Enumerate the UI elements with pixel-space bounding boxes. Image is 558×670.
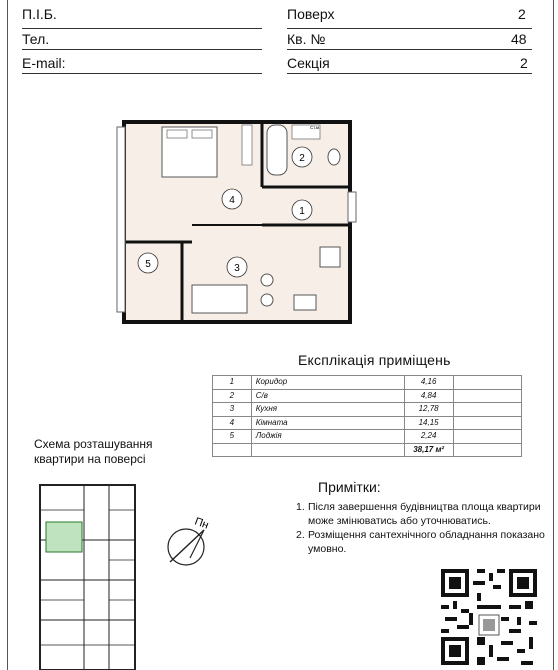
room-name: С/в xyxy=(251,389,404,403)
room-number-4: 4 xyxy=(229,195,235,206)
sofa xyxy=(192,285,247,313)
row-number: 5 xyxy=(213,430,252,444)
room-name: Кухня xyxy=(251,403,404,417)
chair xyxy=(261,294,273,306)
notes-title: Примітки: xyxy=(318,479,381,495)
north-compass xyxy=(162,502,222,577)
table-row xyxy=(213,376,522,390)
section-line xyxy=(287,73,532,74)
blank-cell xyxy=(453,403,521,417)
apartment-value: 48 xyxy=(511,31,527,47)
room-area: 12,78 xyxy=(404,403,453,417)
pillow xyxy=(192,130,212,138)
pillow xyxy=(167,130,187,138)
floor-scheme xyxy=(34,480,154,670)
sink xyxy=(320,247,340,267)
room-name: Лоджія xyxy=(251,430,404,444)
scheme-outline xyxy=(40,485,135,670)
window-left xyxy=(117,127,125,312)
blank-cell xyxy=(213,443,252,457)
room-number-1: 1 xyxy=(299,206,305,217)
room-number-2: 2 xyxy=(299,153,305,164)
total-area: 38,17 м² xyxy=(404,443,453,457)
blank-cell xyxy=(453,416,521,430)
note-number: 2. xyxy=(296,529,305,541)
highlighted-apartment xyxy=(46,522,82,552)
apartment-floor-plan xyxy=(112,107,367,332)
name-line xyxy=(22,28,262,29)
name-label: П.І.Б. xyxy=(22,6,57,22)
room-name: Коридор xyxy=(251,376,404,390)
blank-cell xyxy=(453,376,521,390)
table-row xyxy=(213,389,522,403)
room-number-3: 3 xyxy=(234,263,240,274)
room-number-5: 5 xyxy=(145,259,151,270)
table-row xyxy=(213,430,522,444)
blank-cell xyxy=(453,430,521,444)
row-number: 1 xyxy=(213,376,252,390)
room-area: 14,15 xyxy=(404,416,453,430)
entrance-door xyxy=(348,192,356,222)
email-line xyxy=(22,73,262,74)
floor-line xyxy=(287,28,532,29)
compass-arrow xyxy=(190,530,204,558)
qr-code xyxy=(437,565,541,669)
page-border-right xyxy=(553,0,554,670)
page-border-left xyxy=(7,0,8,670)
notes-list xyxy=(296,500,551,556)
row-number: 3 xyxy=(213,403,252,417)
apartment-label: Кв. № xyxy=(287,31,326,47)
phone-label: Тел. xyxy=(22,31,50,47)
table-row xyxy=(213,416,522,430)
note-number: 1. xyxy=(296,501,305,513)
note-text: Розміщення сантехнічного обладнання показано умовно. xyxy=(308,529,545,555)
phone-line xyxy=(22,49,262,50)
blank-cell xyxy=(251,443,404,457)
room-area: 4,84 xyxy=(404,389,453,403)
note-text: Після завершення будівництва площа квартири може змінюватись або уточнюватись. xyxy=(308,501,541,527)
room-area: 4,16 xyxy=(404,376,453,390)
section-label: Секція xyxy=(287,55,330,71)
note-item xyxy=(296,528,551,556)
email-label: E-mail: xyxy=(22,55,66,71)
note-item xyxy=(296,500,551,528)
table-row xyxy=(213,403,522,417)
blank-cell xyxy=(453,389,521,403)
wardrobe xyxy=(242,125,252,165)
explication-table xyxy=(212,375,522,457)
table-row-total xyxy=(213,443,522,457)
floor-label: Поверх xyxy=(287,6,335,22)
toilet xyxy=(328,149,340,165)
row-number: 2 xyxy=(213,389,252,403)
blank-cell xyxy=(453,443,521,457)
floor-value: 2 xyxy=(518,6,526,22)
scheme-title: Схема розташування квартири на поверсі xyxy=(34,437,153,466)
cooktop xyxy=(294,295,316,310)
wc-label: Ст.м. xyxy=(310,125,321,130)
apartment-line xyxy=(287,49,532,50)
row-number: 4 xyxy=(213,416,252,430)
room-name: Кімната xyxy=(251,416,404,430)
bathtub xyxy=(267,125,287,175)
compass-arrow xyxy=(170,530,204,562)
section-value: 2 xyxy=(520,55,528,71)
explication-title: Експлікація приміщень xyxy=(298,352,451,368)
chair xyxy=(261,274,273,286)
compass-label: Пн xyxy=(192,515,211,532)
room-area: 2,24 xyxy=(404,430,453,444)
